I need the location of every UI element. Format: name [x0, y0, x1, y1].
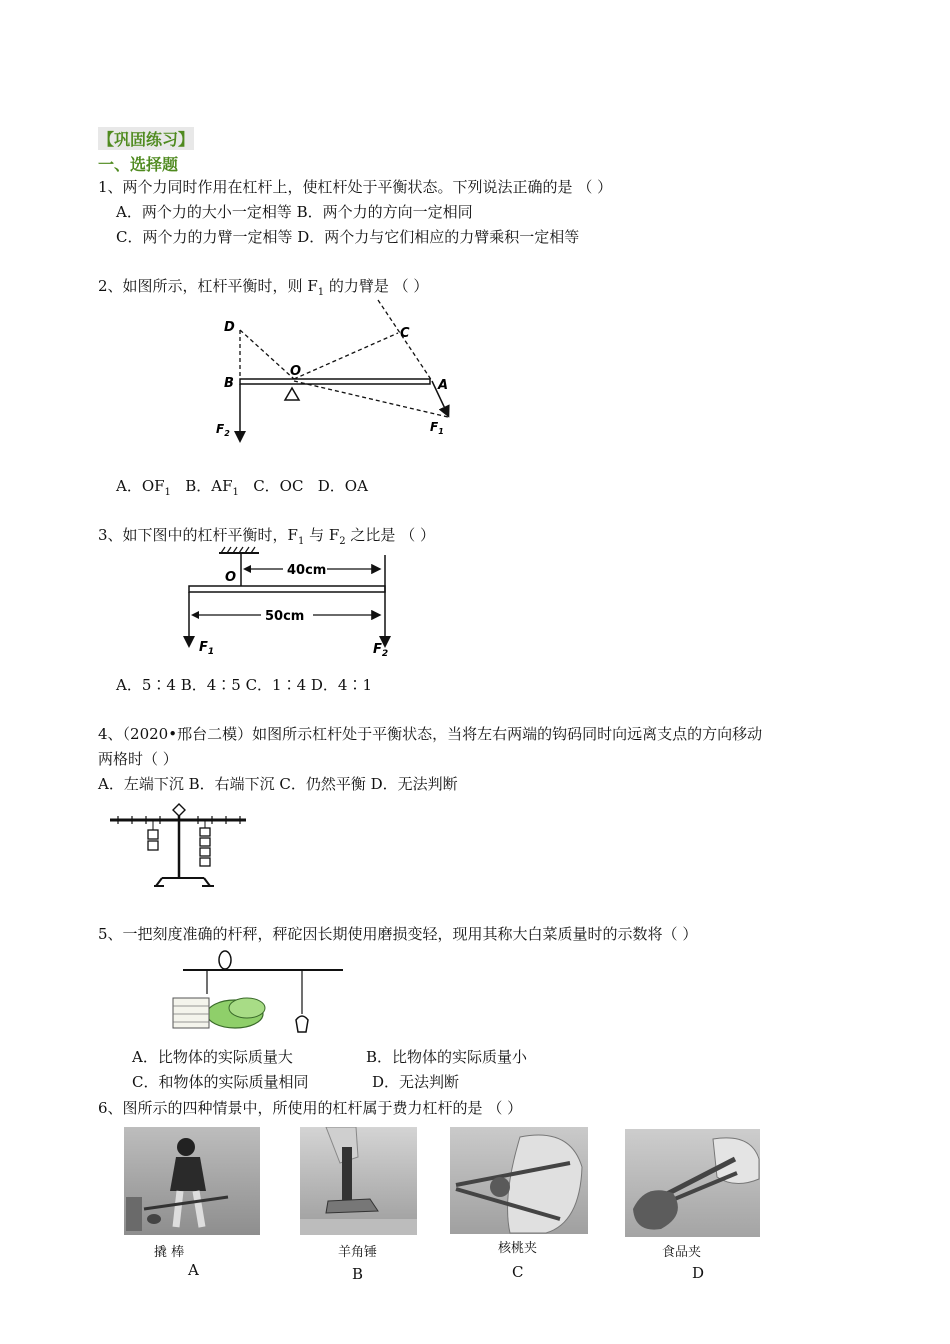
- q6-stem: 6、图所示的四种情景中，所使用的杠杆属于费力杠杆的是 （ ）: [98, 1099, 523, 1117]
- label-40cm: 40cm: [287, 563, 327, 578]
- label-f2: $F_2$: [373, 642, 389, 659]
- q1-options-line1: A．两个力的大小一定相等 B．两个力的方向一定相同: [116, 203, 473, 221]
- q4-options: A．左端下沉 B．右端下沉 C．仍然平衡 D．无法判断: [98, 775, 458, 793]
- label-c: C: [400, 326, 410, 341]
- label-f2: $F_2$: [216, 422, 230, 438]
- label-a: A: [438, 378, 449, 393]
- label-d: D: [224, 320, 235, 335]
- q4-stem-line2: 两格时（ ）: [98, 750, 178, 768]
- label-o: O: [290, 364, 302, 379]
- q3-options: A．5∶4 B．4∶5 C．1∶4 D．4∶1: [116, 676, 373, 694]
- caption-a: 撬 棒: [154, 1245, 185, 1260]
- q4-balance-figure: [106, 800, 251, 892]
- q2-options: A．$OF_1$ B．$AF_1$ C．OC D．OA: [116, 477, 368, 498]
- label-b: B: [224, 376, 234, 391]
- caption-b: 羊角锤: [338, 1245, 378, 1260]
- q5-stem: 5、一把刻度准确的杆秤，秤砣因长期使用磨损变轻，现用其称大白菜质量时的示数将（ ）: [98, 925, 698, 943]
- q2-stem: 2、如图所示，杠杆平衡时，则 $F_1$ 的力臂是 （ ）: [98, 277, 429, 298]
- q5-option-d: D．无法判断: [372, 1073, 460, 1091]
- letter-b: B: [352, 1265, 364, 1283]
- q5-option-a: A．比物体的实际质量大: [132, 1048, 293, 1066]
- q5-option-b: B．比物体的实际质量小: [366, 1048, 528, 1066]
- section-tag: 【巩固练习】: [98, 127, 194, 150]
- section-title: 一、选择题: [98, 155, 179, 174]
- q4-stem-line1: 4、（2020•邢台二模）如图所示杠杆处于平衡状态，当将左右两端的钩码同时向远离支点的方向移动: [98, 725, 763, 743]
- q3-stem: 3、如下图中的杠杆平衡时，$F_1$ 与 $F_2$ 之比是 （ ）: [98, 526, 435, 547]
- caption-d: 食品夹: [662, 1245, 702, 1260]
- q1-stem: 1、两个力同时作用在杠杆上，使杠杆处于平衡状态。下列说法正确的是 （ ）: [98, 178, 613, 196]
- letter-c: C: [512, 1263, 524, 1281]
- label-o: O: [225, 570, 237, 585]
- q2-lever-figure: [210, 295, 470, 445]
- label-50cm: 50cm: [265, 609, 305, 624]
- q5-option-c: C．和物体的实际质量相同: [132, 1073, 309, 1091]
- photo-claw-hammer: [300, 1127, 417, 1235]
- q5-steelyard-figure: [165, 948, 350, 1043]
- letter-d: D: [692, 1264, 705, 1282]
- q1-options-line2: C．两个力的力臂一定相等 D．两个力与它们相应的力臂乘积一定相等: [116, 228, 580, 246]
- letter-a: A: [188, 1261, 199, 1279]
- photo-crowbar: [124, 1127, 260, 1235]
- label-f1: $F_1$: [430, 420, 444, 436]
- label-f1: $F_1$: [199, 640, 215, 657]
- caption-c: 核桃夹: [498, 1241, 538, 1256]
- photo-nutcracker: [450, 1127, 588, 1234]
- photo-food-tongs: [625, 1129, 760, 1237]
- q3-lever-figure: [175, 545, 405, 660]
